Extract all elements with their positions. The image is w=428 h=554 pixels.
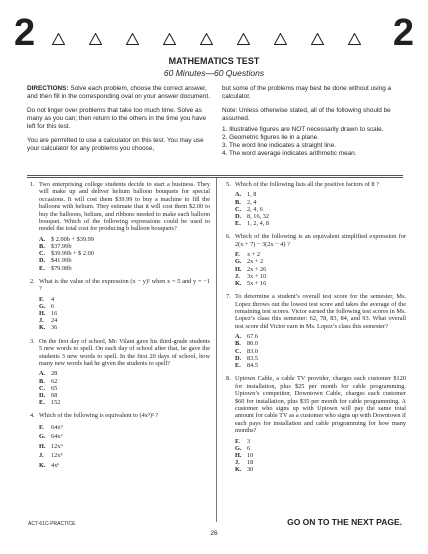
answer-options <box>39 370 210 406</box>
triangle-icon <box>311 33 324 45</box>
answer-option[interactable]: D. 68 <box>39 391 58 399</box>
answer-option[interactable]: A. 67.6 <box>235 333 259 341</box>
section-number-right: 2 <box>392 12 414 54</box>
question-stem: On the first day of school, Mr. Vilani gave his third-grade students 5 new words to spell. On each day of school after that, he gave the students 3 new words to spell. In the first 20 days of school, how many new words had he given the students to spell? <box>39 337 210 367</box>
answer-option[interactable]: J. 18 <box>235 459 254 467</box>
triangle-icon <box>200 33 213 45</box>
answer-option[interactable]: A. $ 2.00b + $39.99 <box>39 235 94 243</box>
answer-option[interactable]: F. 64x⁹ <box>39 423 63 431</box>
answer-option[interactable]: J. 3x + 10 <box>235 272 267 280</box>
answer-options <box>39 423 210 471</box>
triangle-icon <box>237 33 250 45</box>
directions-note: Note: Unless otherwise stated, all of the following should be assumed. <box>222 107 391 122</box>
answer-option[interactable]: F. 3 <box>235 437 251 445</box>
directions-paragraph: Do not linger over problems that take too much time. Solve as many as you can; then return to the others in the time you have left for this test. <box>27 107 207 130</box>
directions-right <box>222 85 412 158</box>
question-number: 3. <box>30 337 35 345</box>
answer-option[interactable]: B. 2, 4 <box>235 198 257 206</box>
answer-option[interactable]: G. 64x⁶ <box>39 433 63 441</box>
triangle-icon <box>52 33 65 45</box>
answer-option[interactable]: H. 10 <box>235 451 254 459</box>
question-number: 1. <box>30 181 35 188</box>
answer-options <box>235 251 406 287</box>
question-stem: Which of the following is equivalent to (4x³)² ? <box>39 412 159 420</box>
answer-option[interactable]: E. 84.5 <box>235 362 259 370</box>
answer-option[interactable]: K. 4x⁶ <box>39 461 60 469</box>
assumptions-list <box>222 126 412 158</box>
answer-option[interactable]: A. 28 <box>39 370 58 378</box>
question-column-left <box>30 181 210 476</box>
triangle-icon <box>126 33 139 45</box>
section-number-left: 2 <box>14 12 36 54</box>
question-column-right <box>226 181 406 480</box>
question-stem: What is the value of the expression (x − y)² when x = 5 and y = −1 ? <box>39 277 210 293</box>
answer-option[interactable]: J. 12x⁵ <box>39 452 63 460</box>
section-banner <box>14 14 414 52</box>
triangle-icon <box>348 33 361 45</box>
question-number: 6. <box>226 233 231 241</box>
answer-option[interactable]: C. 65 <box>39 384 58 392</box>
test-title: MATHEMATICS TEST <box>168 56 260 66</box>
question-6 <box>226 233 406 287</box>
question-stem: Which of the following lists all the positive factors of 8 ? <box>235 181 379 188</box>
question-2 <box>30 278 210 332</box>
question-stem: Two enterprising college students decide to start a business. They will make up and deliver helium balloon bouquets for special occasions. It will cost them $39.99 to buy a machine to fill the balloons with helium. They estimate that it will cost them $2.00 to buy the balloons, helium, and ribbons needed to make each balloon bouquet. Which of the following expressions could be used to model the total cost for producing b balloon bouquets? <box>39 181 210 233</box>
answer-option[interactable]: E. 152 <box>39 399 61 407</box>
answer-options <box>235 438 406 474</box>
directions-divider <box>27 175 403 176</box>
answer-option[interactable]: F. x + 2 <box>235 251 260 259</box>
answer-option[interactable]: F. 4 <box>39 295 55 303</box>
answer-option[interactable]: G. 2x + 2 <box>235 258 264 266</box>
answer-options <box>39 236 210 272</box>
question-7 <box>226 293 406 369</box>
answer-options <box>39 296 210 332</box>
answer-option[interactable]: G. 6 <box>235 444 251 452</box>
answer-option[interactable]: A. 1, 8 <box>235 191 257 199</box>
answer-option[interactable]: D. 83.5 <box>235 354 259 362</box>
answer-option[interactable]: B. 80.0 <box>235 340 259 348</box>
answer-option[interactable]: G. 6 <box>39 302 55 310</box>
assumption-item: 4. The word average indicates arithmetic mean. <box>222 150 357 157</box>
directions-paragraph: You are permitted to use a calculator on this test. You may use your calculator for any problems you choose, <box>27 137 204 152</box>
answer-option[interactable]: K. 30 <box>235 466 254 474</box>
answer-option[interactable]: D. 8, 16, 32 <box>235 213 270 221</box>
triangle-icon <box>89 33 102 45</box>
answer-option[interactable]: B. $37.99b <box>39 243 72 251</box>
directions-paragraph: DIRECTIONS: Solve each problem, choose the correct answer, and then fill in the corresponding oval on your answer document. <box>27 85 210 100</box>
go-on-notice: GO ON TO THE NEXT PAGE. <box>287 517 402 527</box>
form-code: ACT-61C-PRACTICE <box>28 521 76 527</box>
answer-option[interactable]: E. 1, 2, 4, 8 <box>235 220 270 228</box>
test-subtitle: 60 Minutes—60 Questions <box>163 68 265 78</box>
question-8 <box>226 375 406 473</box>
question-stem: To determine a student’s overall test score for the semester, Ms. Lopez throws out the lowest test score and takes the average of the remaining test scores. Victor earned the following test scores in Ms. Lopez’s class this semester: 62, 78, 83, 84, and 93. What overall test score did Victor earn in Ms. Lopez’s class this semester? <box>235 293 406 330</box>
answer-option[interactable]: D. $41.99b <box>39 257 72 265</box>
question-number: 8. <box>226 375 231 383</box>
answer-option[interactable]: C. 83.0 <box>235 347 259 355</box>
question-stem: Uptown Cable, a cable TV provider, charges each customer $120 for installation, plus $25 per month for cable programming. Uptown’s competitor, Downtown Cable, charges each customer $60 for installation, plus $35 per month for cable programming. A customer who signs up with Uptown will pay the same total amount for cable TV as a customer who signs up with Downtown if each pays for installation and cable programming for how many months? <box>235 375 406 435</box>
answer-option[interactable]: B. 62 <box>39 377 58 385</box>
directions-paragraph: but some of the problems may best be done without using a calculator. <box>222 85 392 100</box>
answer-option[interactable]: E. $79.98b <box>39 264 72 272</box>
answer-option[interactable]: C. $39.99b + $ 2.00 <box>39 250 94 258</box>
answer-option[interactable]: H. 12x⁹ <box>39 442 63 450</box>
assumption-item: 2. Geometric figures lie in a plane. <box>222 134 319 141</box>
triangle-icon <box>163 33 176 45</box>
page-number: 26 <box>210 530 218 537</box>
answer-option[interactable]: H. 16 <box>39 310 58 318</box>
answer-option[interactable]: K. 5x + 16 <box>235 280 267 288</box>
answer-option[interactable]: H. 2x + 26 <box>235 265 267 273</box>
question-number: 4. <box>30 412 35 420</box>
question-number: 7. <box>226 293 231 301</box>
answer-option[interactable]: J. 24 <box>39 317 58 325</box>
directions-left <box>27 85 212 159</box>
answer-option[interactable]: K. 36 <box>39 324 58 332</box>
question-number: 5. <box>226 181 231 188</box>
assumption-item: 1. Illustrative figures are NOT necessarily drawn to scale. <box>222 126 384 133</box>
triangle-icon <box>274 33 287 45</box>
question-5 <box>226 181 406 227</box>
answer-options <box>235 333 406 369</box>
question-1 <box>30 181 210 272</box>
directions-label: DIRECTIONS: <box>27 85 69 92</box>
question-3 <box>30 338 210 407</box>
question-number: 2. <box>30 277 35 285</box>
answer-options <box>235 191 406 227</box>
answer-option[interactable]: C. 2, 4, 6 <box>235 205 263 213</box>
assumption-item: 3. The word line indicates a straight line. <box>222 142 336 149</box>
directions-divider <box>27 177 403 178</box>
question-4 <box>30 412 210 470</box>
column-divider <box>216 178 217 522</box>
question-stem: Which of the following is an equivalent simplified expression for 2(x + 7) − 3(2x − 4) ? <box>235 233 406 248</box>
